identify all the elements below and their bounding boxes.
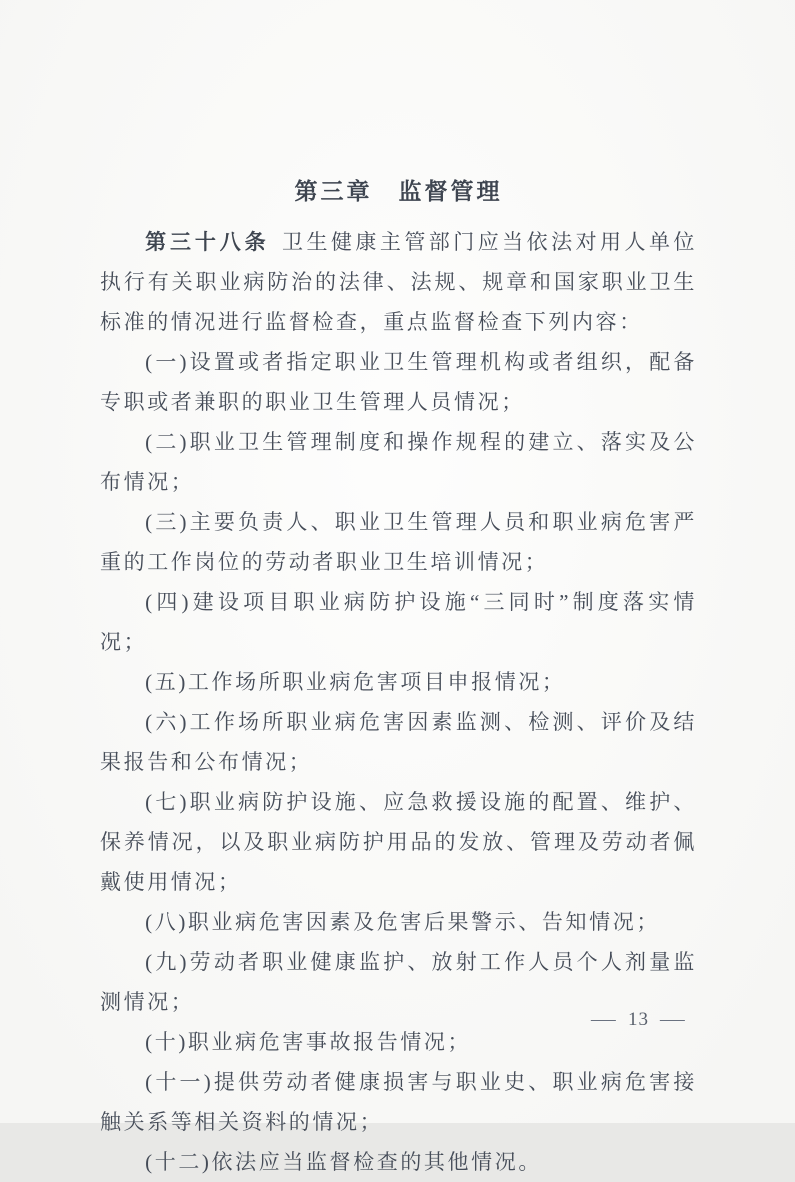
article-paragraph [100,222,697,342]
article-item-2: (二)职业卫生管理制度和操作规程的建立、落实及公布情况； [100,430,697,494]
chapter-title: 第三章 监督管理 [294,179,503,204]
article-item-4: (四)建设项目职业病防护设施“三同时”制度落实情况； [100,590,697,654]
article-item-6: (六)工作场所职业病危害因素监测、检测、评价及结果报告和公布情况； [100,710,697,774]
article-item-3: (三)主要负责人、职业卫生管理人员和职业病危害严重的工作岗位的劳动者职业卫生培训情况； [100,510,697,574]
page-number-right-dash: — [660,1009,686,1030]
article-item-12: (十二)依法应当监督检查的其他情况。 [145,1150,542,1174]
article-item-8: (八)职业病危害因素及危害后果警示、告知情况； [145,910,660,934]
article-item-11: (十一)提供劳动者健康损害与职业史、职业病危害接触关系等相关资料的情况； [100,1070,697,1134]
article-intro-text: 卫生健康主管部门应当依法对用人单位执行有关职业病防治的法律、法规、规章和国家职业卫生标准的情况进行监督检查，重点监督检查下列内容： [100,230,698,334]
page-number-left-dash: — [591,1009,617,1030]
article-item-7: (七)职业病防护设施、应急救援设施的配置、维护、保养情况，以及职业病防护用品的发放、管理及劳动者佩戴使用情况； [100,790,697,894]
page-number [591,1006,686,1034]
article-item-1: (一)设置或者指定职业卫生管理机构或者组织，配备专职或者兼职的职业卫生管理人员情况； [100,350,697,414]
page-number-value: 13 [628,1009,649,1030]
article-item-10: (十)职业病危害事故报告情况； [145,1030,472,1054]
article-item-5: (五)工作场所职业病危害项目申报情况； [145,670,566,694]
article-number: 第三十八条 [145,230,270,254]
article-item-9: (九)劳动者职业健康监护、放射工作人员个人剂量监测情况； [100,950,697,1014]
